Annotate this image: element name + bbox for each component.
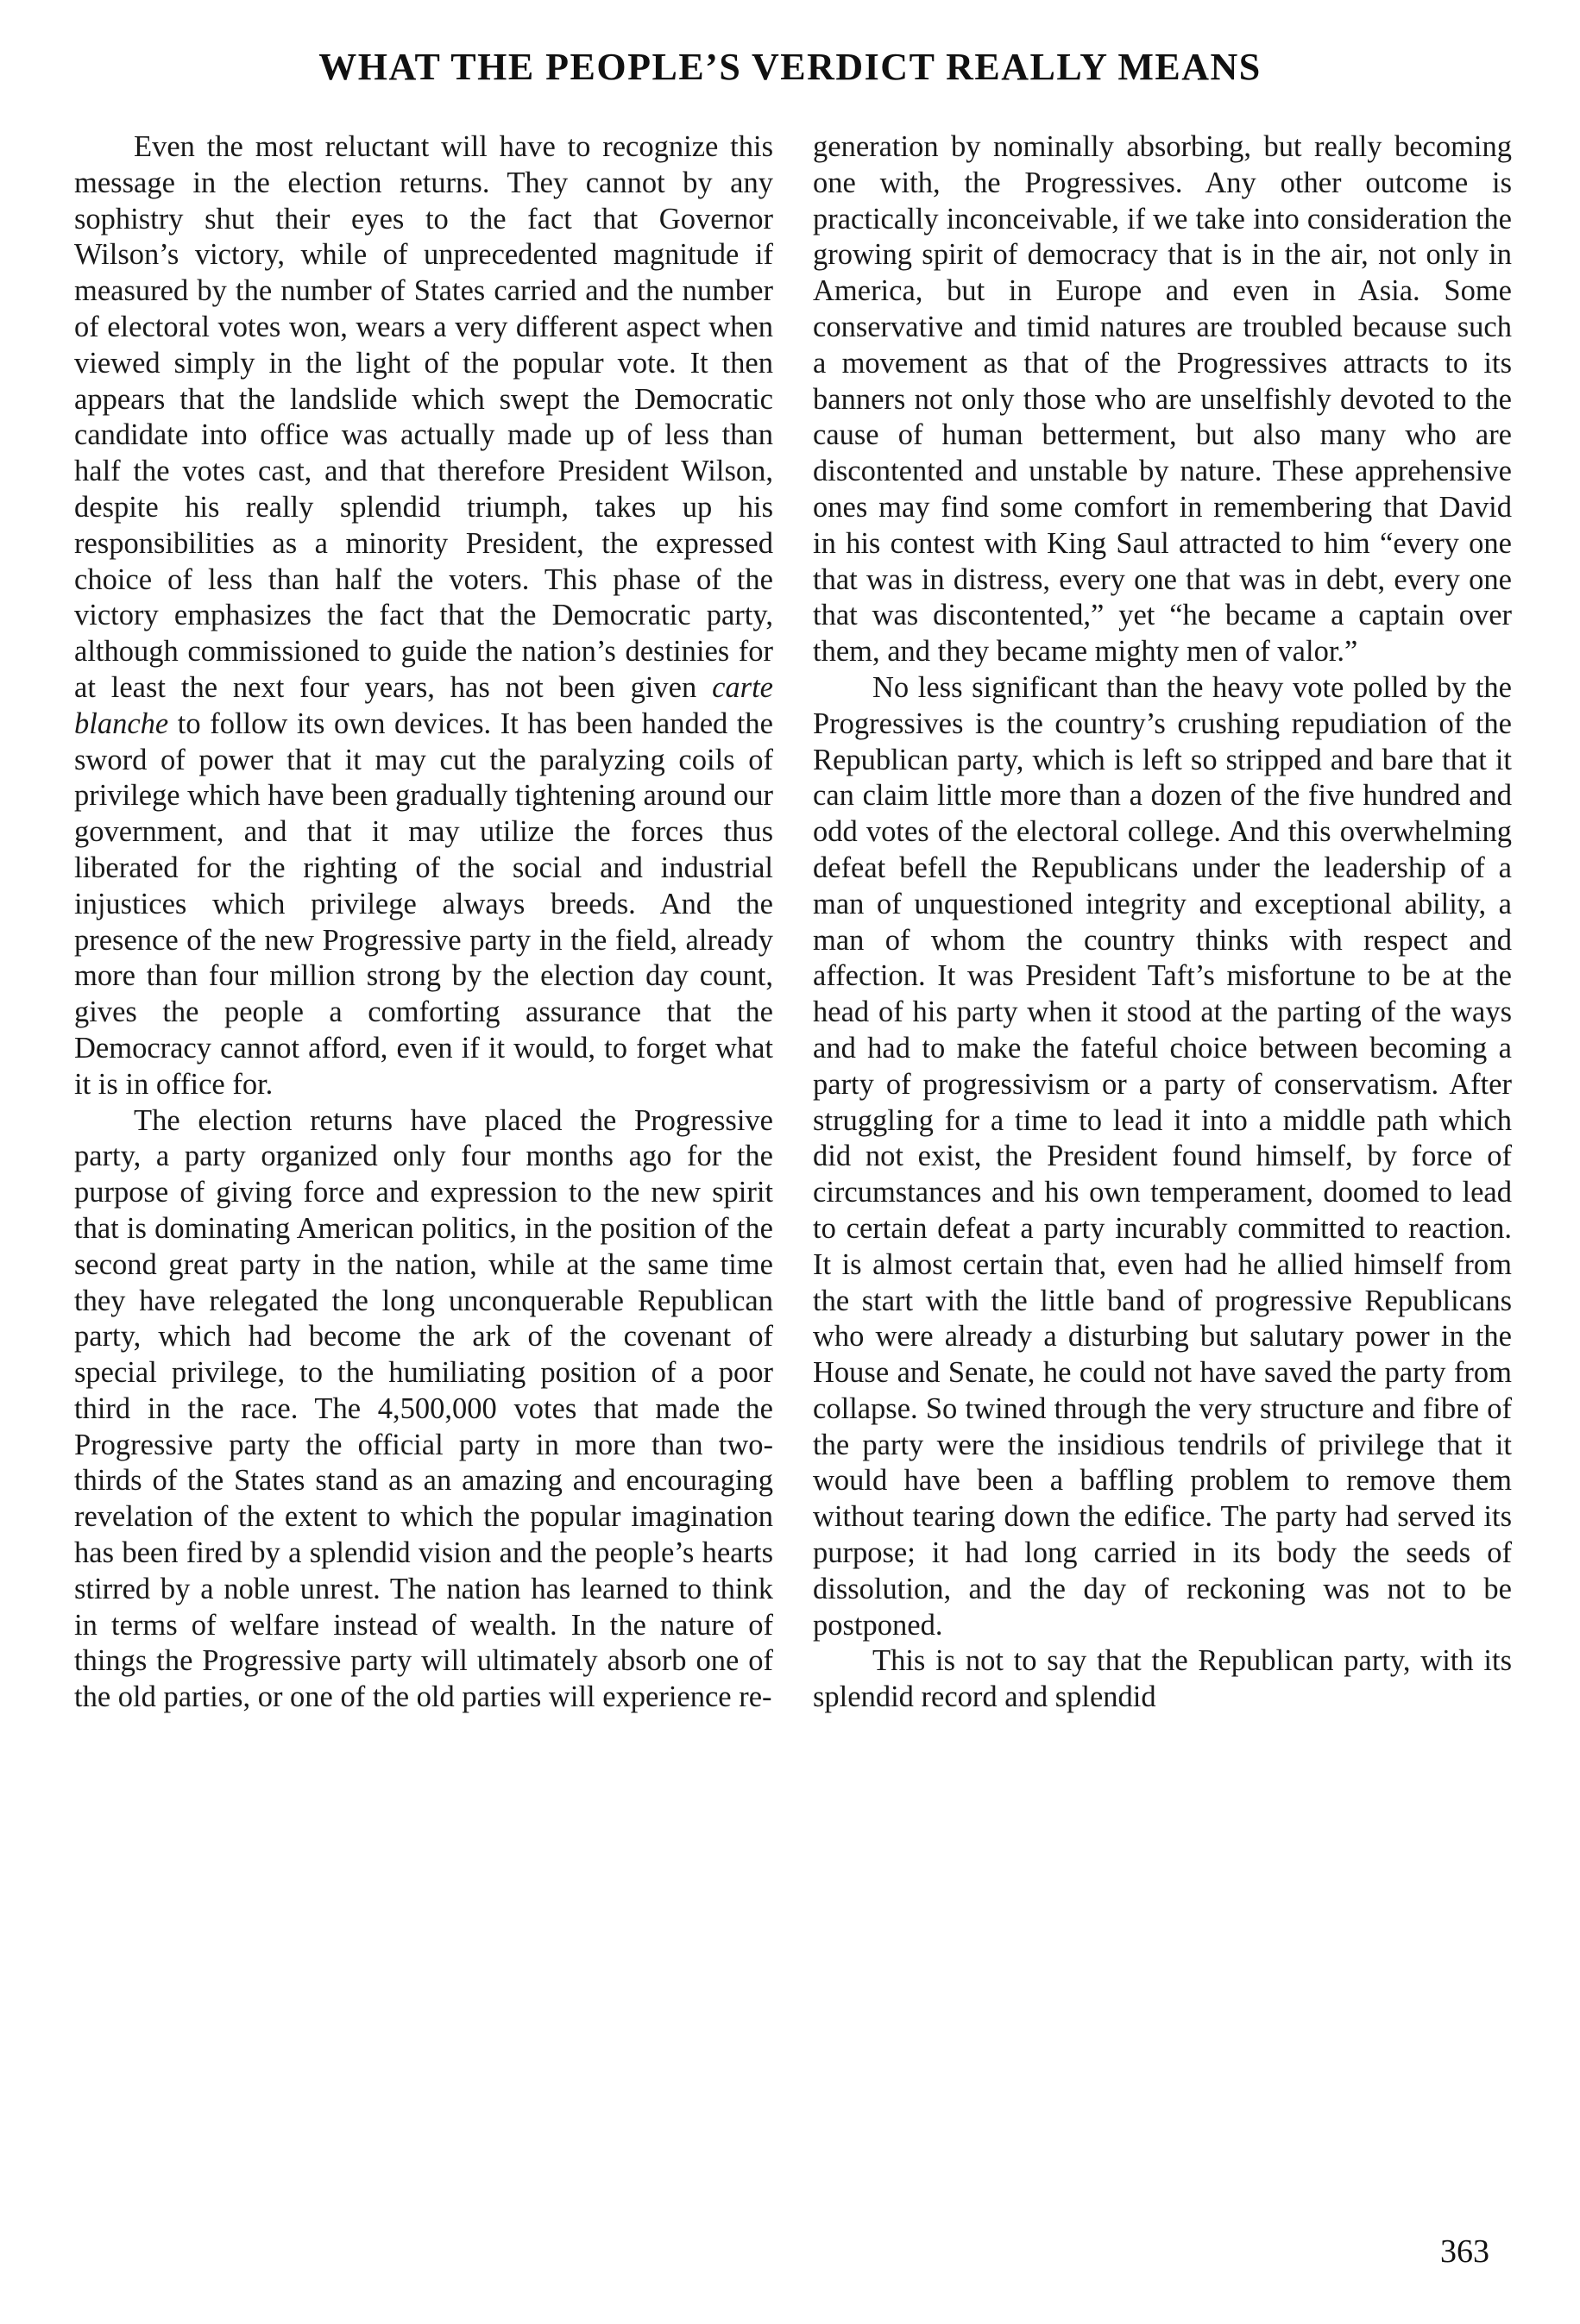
left-paragraph-2: The election returns have placed the Progressive party, a party organized only four months ago for the purpose of giving force and expression to the new spirit that is dominating American politics, in the position of the second great party in the nation, while at the same time they have relegated the long unconquerable Republican party, which had become the ark of the covenant of special privilege, to the humiliating position of a poor third in the race. The 4,500,000 votes that made the Progressive party the official party in more than two-thirds of the States stand as an amazing and encouraging revelation of the extent to which the popular imagination has been fired by a splendid vision and the people’s hearts stirred by a noble unrest. The nation has learned to think in terms of welfare instead of wealth. In the nature of things the Progressive party will ultimately absorb one of the old parties, or one of the old parties will experience re- xyxy=(74,1103,773,1714)
right-paragraph-3: This is not to say that the Republican party, with its splendid record and splendid xyxy=(813,1644,1512,1714)
left-paragraph-1-text-b: to follow its own devices. It has been handed the sword of power that it may cut the paralyzing coils of privilege which have been gradually tightening around our government, and that it may utilize the forces thus liberated for the righting of the social and industrial injustices which privilege always breeds. And the presence of the new Progressive party in the field, already more than four million strong by the election day count, gives the people a comforting assurance that the Democracy cannot afford, even if it would, to forget what it is in office for. xyxy=(74,707,773,1101)
right-paragraph-continued: generation by nominally absorbing, but really becoming one with, the Progressives. Any other outcome is practically inconceivable, if we take into consideration the growing spirit of democracy that is in the air, not only in America, but in Europe and even in Asia. Some conservative and timid natures are troubled because such a movement as that of the Progressives attracts to its banners not only those who are unselfishly devoted to the cause of human betterment, but also many who are discontented and unstable by nature. These apprehensive ones may find some comfort in remembering that David in his contest with King Saul attracted to him “every one that was in distress, every one that was in debt, every one that was discontented,” yet “he became a captain over them, and they became mighty men of valor.” xyxy=(813,130,1512,669)
page-number: 363 xyxy=(1440,2233,1489,2270)
page-headline: WHAT THE PEOPLE’S VERDICT REALLY MEANS xyxy=(318,46,1262,88)
left-column xyxy=(74,129,773,1716)
left-paragraph-1 xyxy=(74,129,773,1103)
right-column xyxy=(813,129,1512,1716)
right-paragraph-2: No less significant than the heavy vote polled by the Progressives is the country’s crushing repudiation of the Republican party, which is left so stripped and bare that it can claim little more than a dozen of the five hundred and odd votes of the electoral college. And this overwhelming defeat befell the Republicans under the leadership of a man of unquestioned integrity and exceptional ability, a man of whom the country thinks with respect and affection. It was President Taft’s misfortune to be at the head of his party when it stood at the parting of the ways and had to make the fateful choice between becoming a party of progressivism or a party of conservatism. After struggling for a time to lead it into a middle path which did not exist, the President found himself, by force of circumstances and his own temperament, doomed to lead to certain defeat a party incurably committed to reaction. It is almost certain that, even had he allied himself from the start with the little band of progressive Republicans who were already a disturbing but salutary power in the House and Senate, he could not have saved the party from collapse. So twined through the very structure and fibre of the party were the insidious tendrils of privilege that it would have been a baffling problem to remove them without tearing down the edifice. The party had served its purpose; it had long carried in its body the seeds of dissolution, and the day of reckoning was not to be postponed. xyxy=(813,670,1512,1642)
left-paragraph-1-text-a: Even the most reluctant will have to recognize this message in the election returns. They cannot by any sophistry shut their eyes to the fact that Governor Wilson’s victory, while of unprecedented magnitude if measured by the number of States carried and the number of electoral votes won, wears a very different aspect when viewed simply in the light of the popular vote. It then appears that the landslide which swept the Democratic candidate into office was actually made up of less than half the votes cast, and that therefore President Wilson, despite his really splendid triumph, takes up his responsibilities as a minority President, the expressed choice of less than half the voters. This phase of the victory emphasizes the fact that the Democratic party, although commissioned to guide the nation’s destinies for at least the next four years, has not been given xyxy=(74,130,773,704)
carte-blanche-italic: carte blanche xyxy=(74,670,773,740)
